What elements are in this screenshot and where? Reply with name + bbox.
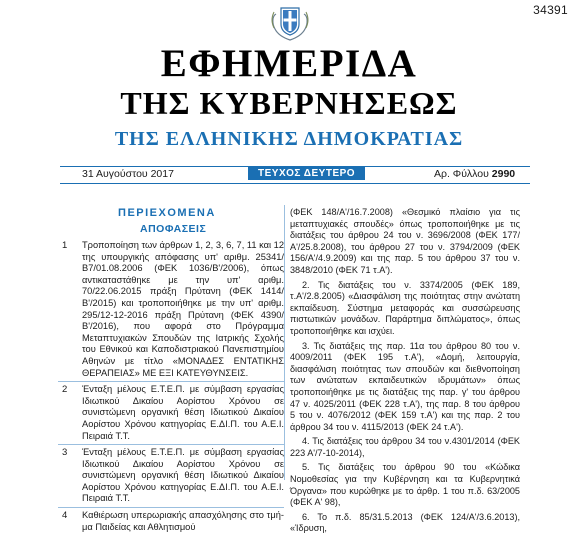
contents-item[interactable]: [58, 381, 284, 444]
paragraph: 2. Τις διατάξεις του ν. 3374/2005 (ΦΕΚ 189, τ.Α'/2.8.2005) «Διασφάλιση της ποιότητας στην ανώτατη εκπαίδευση. Σύστημα μεταφοράς και συσσώρευσης πιστωτικών μονάδων. Παράρτημα διπλώματος», όπως τροποποιήθηκε και ισχύει.: [290, 279, 520, 336]
item-text: Καθιέρωση υπερωριακής απασχόλησης στο τμήμα Παιδείας και Αθλητισμού: [82, 510, 284, 532]
sheet-label: Αρ. Φύλλου: [434, 168, 489, 180]
contents-item[interactable]: [58, 238, 284, 381]
sheet-number-value: 2990: [491, 168, 516, 180]
issue-date: 31 Αυγούστου 2017: [82, 168, 174, 180]
item-number: 1: [62, 240, 68, 251]
contents-title: ΠΕΡΙΕΧΟΜΕΝΑ: [118, 207, 216, 219]
page-number: 34391: [533, 3, 568, 17]
paragraph: 6. Το π.δ. 85/31.5.2013 (ΦΕΚ 124/Α'/3.6.2013), «Ίδρυση,: [290, 511, 520, 534]
right-column-text: [290, 207, 520, 538]
contents-list: [58, 238, 284, 535]
item-text: Ένταξη μέλους Ε.Τ.Ε.Π. με σύμβαση εργασίας Ιδιωτικού Δικαίου Αορίστου Χρόνου σε συνιστώμενη οργανική θέση Ιδιωτικού Δικαίου Αορίστου Χρόνου κατηγορίας Ε.ΔΙ.Π. του Α.Ε.Ι. Πειραιά Τ.Τ.: [82, 447, 284, 504]
paragraph: 4. Τις διατάξεις του άρθρου 34 του ν.4301/2014 (ΦΕΚ 223 Α'/7-10-2014),: [290, 436, 520, 458]
item-number: 3: [62, 447, 68, 459]
item-number: 4: [62, 510, 68, 522]
item-number: 2: [62, 384, 68, 396]
item-text: Τροποποίηση των άρθρων 1, 2, 3, 6, 7, 11 και 12 της υπουργικής απόφασης υπ' αριθμ. 25341/Β7/01.08.2006 (ΦΕΚ 1036/Β'/2006), όπως αντικαταστάθηκε με την υπ' αριθμ. 70/22.06.2015 πράξη Πρύτανη (ΦΕΚ 1414/Β'/2015) και τροποποιήθηκε με την υπ' αριθμ. 295/12-12-2016 πράξη Πρύτανη (ΦΕΚ 4390/Β'/2016), που αφορά στο Πρόγραμμα Μεταπτυχιακών Σπουδών της Ιατρικής Σχολής του Εθνικού και Καποδιστριακού Πανεπιστημίου Αθηνών με τίτλο «ΜΟΝΑΔΕΣ ΕΝΤΑΤΙΚΗΣ ΘΕΡΑΠΕΙΑΣ» ΜΕ ΕΞΙ ΚΑΤΕΥΘΥΝΣΕΙΣ.: [82, 240, 284, 378]
paragraph: 3. Τις διατάξεις της παρ. 11α του άρθρου 80 του ν. 4009/2011 (ΦΕΚ 195 τ.Α'), «Δομή, λειτουργία, διασφάλιση ποιότητας των σπουδών και διεθνοποίηση των ανώτατων εκπαιδευτικών ιδρυμάτων» όπως τροποποιήθηκε με τις διατάξεις της παρ. γ' του άρθρου 47 ν. 4025/2011 (ΦΕΚ 228 τ.Α'), της παρ. 8 του άρθρου 5 του ν. 4076/2012 (ΦΕΚ 159 τ.Α') και της παρ. 2 του άρθρου 34 του ν. 4115/2013 (ΦΕΚ 24 τ.Α').: [290, 340, 520, 432]
decisions-section-title: ΑΠΟΦΑΣΕΙΣ: [140, 223, 207, 235]
contents-item[interactable]: [58, 507, 284, 535]
header-rule-bottom: [60, 183, 530, 184]
item-text: Ένταξη μέλους Ε.Τ.Ε.Π. με σύμβαση εργασίας Ιδιωτικού Δικαίου Αορίστου Χρόνου σε συνιστώμενη οργανική θέση Ιδιωτικού Δικαίου Αορίστου Χρόνου κατηγορίας Ε.ΔΙ.Π. του Α.Ε.Ι. Πειραιά Τ.Τ.: [82, 384, 284, 441]
contents-item[interactable]: [58, 444, 284, 507]
sheet-number: [434, 168, 515, 180]
paragraph: 5. Τις διατάξεις του άρθρου 90 του «Κώδικα Νομοθεσίας για την Κυβέρνηση και τα Κυβερνητικά Όργανα» που κυρώθηκε με το άρθρ. 1 του π.δ. 63/2005 (ΦΕΚ Α' 98),: [290, 462, 520, 508]
column-divider: [284, 205, 285, 480]
paragraph: (ΦΕΚ 148/Α'/16.7.2008) «Θεσμικό πλαίσιο για τις μεταπτυχιακές σπουδές» όπως τροποποιήθηκε με τις διατάξεις του άρθρου 24 του ν. 3696/2008 (ΦΕΚ 177/Α'/25.8.2008), του άρθρου 27 του ν. 3794/2009 (ΦΕΚ 156/Α'/4.9.2009) και της παρ. 5 του άρθρου 37 του ν. 3848/2010 (ΦΕΚ 71 τ.Α').: [290, 207, 520, 275]
masthead-title: ΕΦΗΜΕΡΙΔΑ: [160, 42, 418, 85]
masthead-republic: ΤΗΣ ΕΛΛΗΝΙΚΗΣ ΔΗΜΟΚΡΑΤΙΑΣ: [114, 128, 464, 150]
coat-of-arms-icon: [268, 2, 312, 42]
issue-series-badge: ΤΕΥΧΟΣ ΔΕΥΤΕΡΟ: [248, 167, 365, 180]
masthead-subtitle: ΤΗΣ ΚΥΒΕΡΝΗΣΕΩΣ: [120, 85, 458, 121]
